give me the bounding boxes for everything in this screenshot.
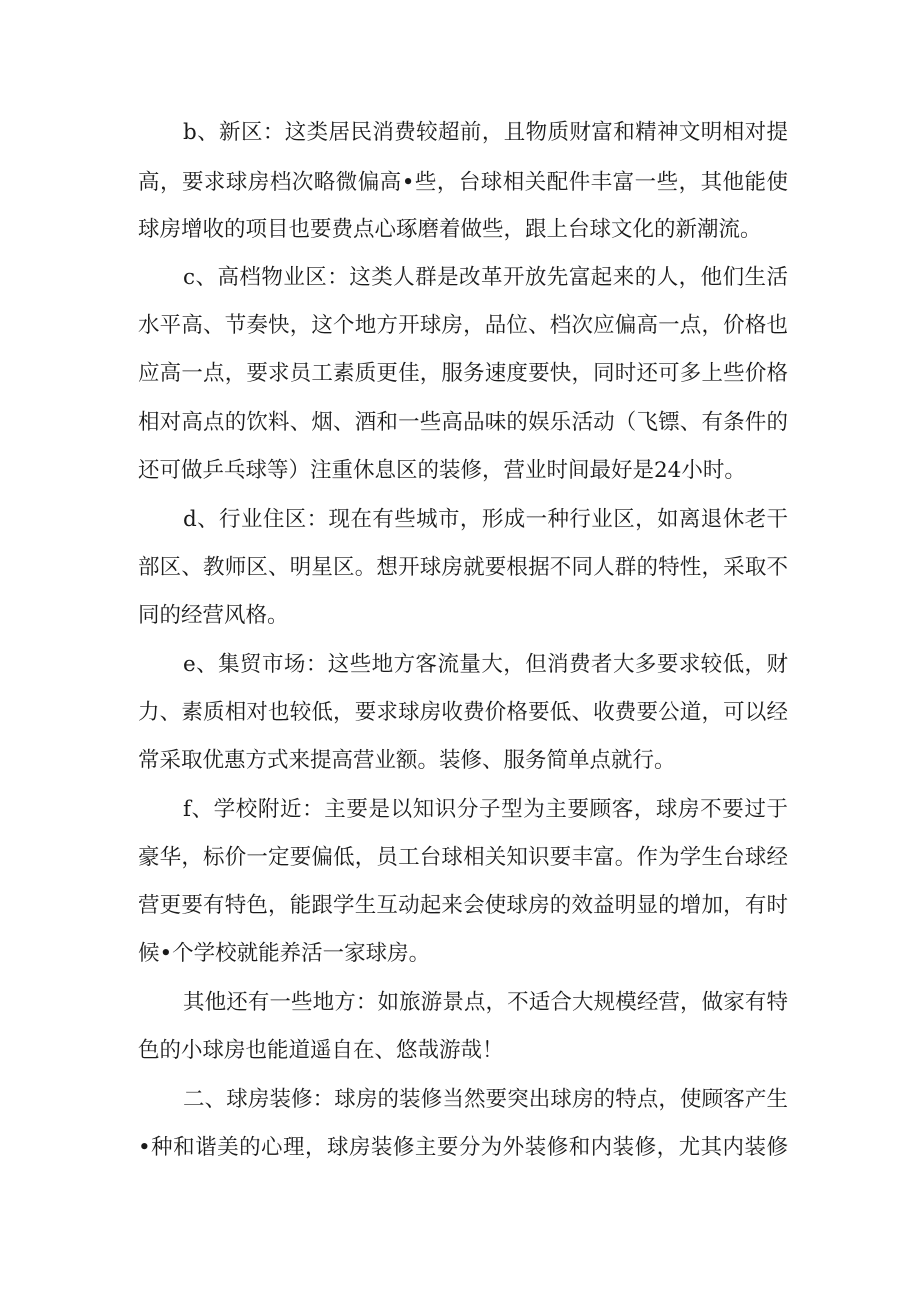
paragraph-other-line-2: 色的小球房也能道遥自在、悠哉游哉！ [138, 1038, 504, 1063]
paragraph-f-line-3: 营更要有特色，能跟学生互动起来会使球房的效益明显的增加，有时 [138, 893, 788, 918]
paragraph-d-line-3: 同的经营风格。 [138, 603, 289, 628]
paragraph-f-line-2: 豪华，标价一定要偏低，员工台球相关知识要丰富。作为学生台球经 [138, 845, 788, 870]
paragraph-c-line-3: 应高一点，要求员工素质更佳，服务速度要快，同时还可多上些价格 [138, 361, 788, 386]
paragraph-b-line-1: b、新区：这类居民消费较超前，且物质财富和精神文明相对提 [183, 120, 788, 145]
section-two-line-1: 二、球房装修：球房的装修当然要突出球房的特点，使顾客产生 [183, 1087, 788, 1112]
paragraph-c-line-5: 还可做乒乓球等）注重休息区的装修，营业时间最好是24小时。 [138, 458, 746, 483]
section-two-line-2: •种和谐美的心理，球房装修主要分为外装修和内装修，尤其内装修 [138, 1135, 788, 1160]
paragraph-b-line-2: 高，要求球房档次略微偏高•些，台球相关配件丰富一些，其他能使 [138, 170, 788, 195]
paragraph-e-line-3: 常采取优惠方式来提高营业额。装修、服务简单点就行。 [138, 748, 676, 773]
paragraph-c-line-2: 水平高、节奏快，这个地方开球房，品位、档次应偏高一点，价格也 [138, 313, 788, 338]
paragraph-d-line-1: d、行业住区：现在有些城市，形成一种行业区，如离退休老干 [183, 507, 788, 532]
paragraph-e-line-2: 力、素质相对也较低，要求球房收费价格要低、收费要公道，可以经 [138, 700, 788, 725]
paragraph-e-line-1: e、集贸市场：这些地方客流量大，但消费者大多要求较低，财 [183, 652, 788, 677]
paragraph-other-line-1: 其他还有一些地方：如旅游景点，不适合大规模经营，做家有特 [183, 990, 788, 1015]
paragraph-f-line-1: f、学校附近：主要是以知识分子型为主要顾客，球房不要过于 [183, 797, 788, 822]
paragraph-d-line-2: 部区、教师区、明星区。想开球房就要根据不同人群的特性，采取不 [138, 555, 788, 580]
paragraph-c-line-4: 相对高点的饮料、烟、酒和一些高品味的娱乐活动（飞镖、有条件的 [138, 410, 788, 435]
paragraph-f-line-4: 候•个学校就能养活一家球房。 [138, 941, 431, 966]
paragraph-c-line-1: c、高档物业区：这类人群是改革开放先富起来的人，他们生活 [183, 265, 788, 290]
paragraph-b-line-3: 球房增收的项目也要费点心琢磨着做些，跟上台球文化的新潮流。 [138, 217, 762, 242]
